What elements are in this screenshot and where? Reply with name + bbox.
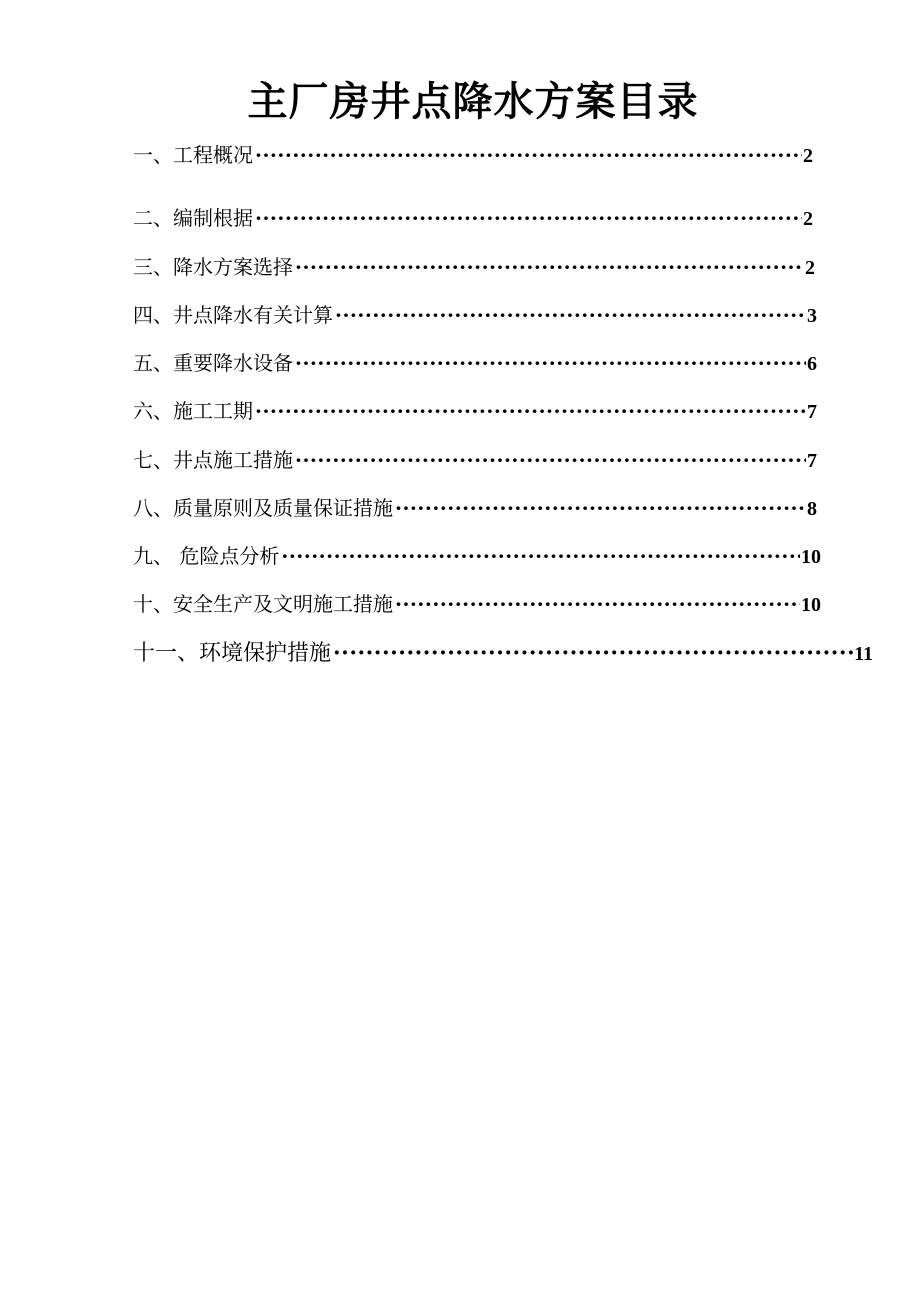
toc-entry-page: 11 [854,643,873,665]
toc-leader-dots [335,302,806,328]
toc-leader-dots [255,205,802,231]
toc-entry-6[interactable] [133,398,817,425]
toc-entry-2[interactable] [133,205,813,232]
toc-entry-label: 八、质量原则及质量保证措施 [133,496,393,520]
toc-leader-dots [395,495,806,521]
toc-entry-page: 10 [801,546,821,568]
toc-leader-dots [255,142,802,168]
toc-entry-page: 10 [801,594,821,616]
toc-entry-9[interactable] [133,543,821,570]
toc-entry-page: 8 [807,498,817,520]
toc-entry-label: 五、重要降水设备 [133,351,293,375]
toc-entry-page: 2 [805,257,815,279]
toc-entry-1[interactable] [133,142,813,169]
toc-entry-4[interactable] [133,302,817,329]
toc-entry-3[interactable] [133,254,815,281]
toc-entry-10[interactable] [133,591,821,618]
toc-entry-page: 2 [803,145,813,167]
toc-leader-dots [295,254,804,280]
toc-entry-label: 三、降水方案选择 [133,255,293,279]
toc-leader-dots [395,591,800,617]
toc-entry-label: 七、井点施工措施 [133,448,293,472]
toc-leader-dots [295,350,806,376]
toc-entry-11[interactable] [133,640,873,667]
toc-entry-5[interactable] [133,350,817,377]
toc-leader-dots [333,640,853,666]
toc-entry-page: 3 [807,305,817,327]
toc-entry-7[interactable] [133,447,817,474]
toc-entry-page: 6 [807,353,817,375]
toc-entry-page: 7 [807,401,817,423]
toc-leader-dots [255,398,806,424]
toc-entry-page: 2 [803,208,813,230]
toc-entry-label: 六、施工工期 [133,399,253,423]
page-title: 主厂房井点降水方案目录 [247,78,699,125]
toc-entry-label: 四、井点降水有关计算 [133,303,333,327]
toc-entry-page: 7 [807,450,817,472]
toc-leader-dots [281,543,800,569]
toc-entry-8[interactable] [133,495,817,522]
toc-entry-label: 十、安全生产及文明施工措施 [133,592,393,616]
toc-entry-label: 九、 危险点分析 [133,544,280,568]
toc-leader-dots [295,447,806,473]
toc-entry-label: 二、编制根据 [133,206,253,230]
toc-entry-label: 一、工程概况 [133,143,253,167]
toc-entry-label: 十一、环境保护措施 [133,641,332,666]
